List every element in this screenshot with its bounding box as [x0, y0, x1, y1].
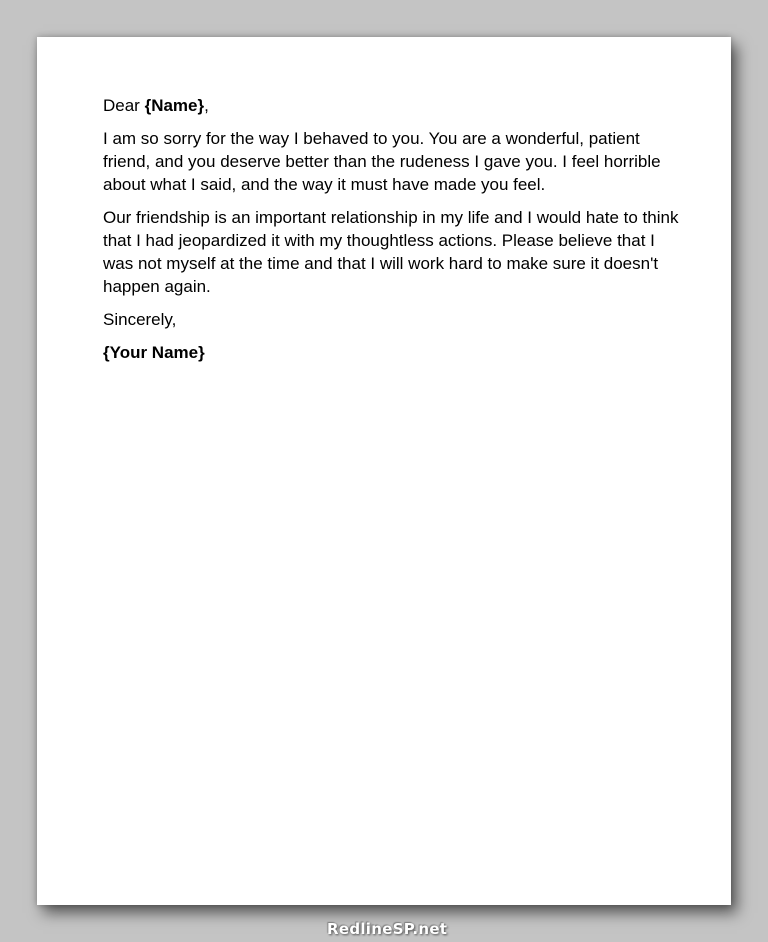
- recipient-name-placeholder: {Name}: [144, 96, 205, 115]
- watermark: RedlineSP.net: [327, 920, 448, 938]
- closing: Sincerely,: [103, 310, 177, 329]
- paragraph-friendship: Our friendship is an important relationship in my life and I would hate to think that I had jeopardized it with my thoughtless actions. Please believe that I was not myself at the time and that I will work hard to make sure it doesn't happen again.: [103, 208, 679, 296]
- salutation-prefix: Dear: [103, 96, 145, 115]
- paragraph-apology: I am so sorry for the way I behaved to you. You are a wonderful, patient friend, and you deserve better than the rudeness I gave you. I feel horrible about what I said, and the way it must have made you feel.: [103, 129, 661, 194]
- document-page: [37, 37, 731, 905]
- letter-body: [103, 94, 683, 374]
- salutation: [103, 94, 683, 117]
- signature-placeholder: {Your Name}: [103, 343, 205, 362]
- salutation-suffix: ,: [204, 96, 209, 115]
